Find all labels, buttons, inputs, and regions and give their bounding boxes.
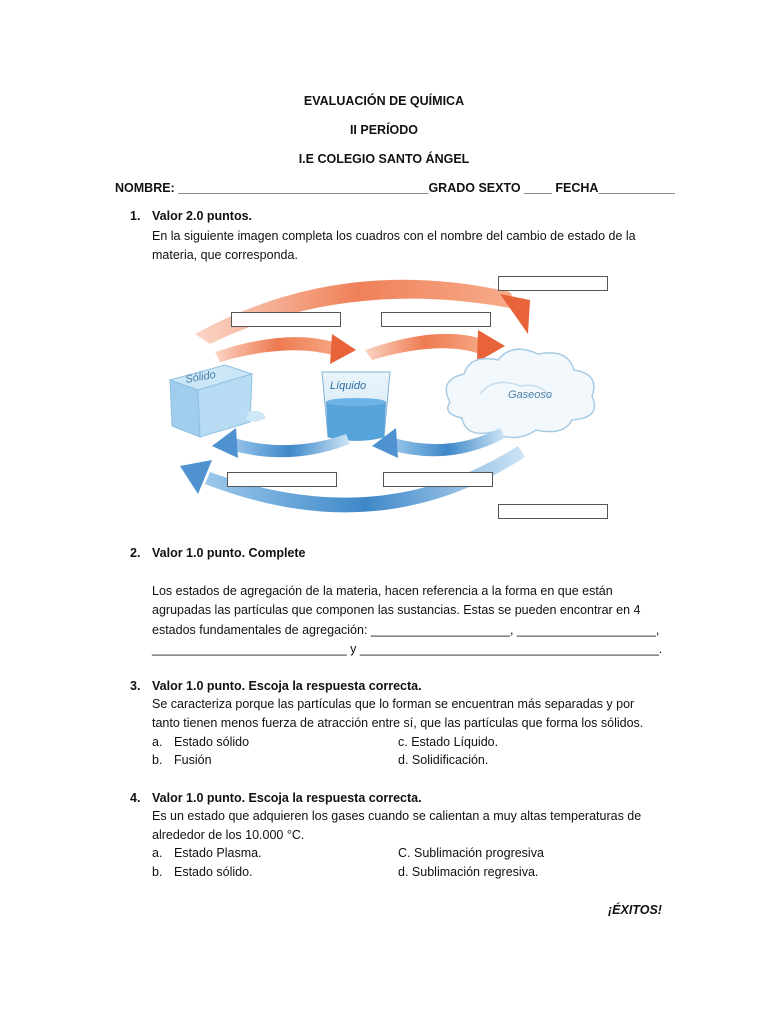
answer-box-solidification[interactable]	[227, 472, 337, 487]
name-line[interactable]: NOMBRE: ____________________________________GRADO SEXTO ____ FECHA___________	[115, 181, 675, 195]
answer-box-condensation[interactable]	[383, 472, 493, 487]
q3-option-d[interactable]: d. Solidificación.	[398, 753, 489, 767]
q4-option-c[interactable]: C. Sublimación progresiva	[398, 846, 544, 860]
q4-text-1: Es un estado que adquieren los gases cuando se calientan a muy altas temperaturas de	[152, 809, 642, 823]
q2-text-3[interactable]: estados fundamentales de agregación: ____________________, ____________________,	[152, 623, 660, 637]
q3-text-2: tanto tienen menos fuerza de atracción entre sí, que las partículas que forma los sólidos.	[152, 716, 644, 730]
gas-cloud	[446, 349, 594, 437]
q2-text-1: Los estados de agregación de la materia, hacen referencia a la forma en que están	[152, 584, 613, 598]
solid-ice-cube	[170, 365, 266, 437]
q4-number: 4.	[130, 791, 141, 805]
q2-text-2: agrupadas las partículas que componen las sustancias. Estas se pueden encontrar en 4	[152, 603, 641, 617]
q3-option-b-letter: b.	[152, 753, 163, 767]
q3-option-b[interactable]: Fusión	[174, 753, 212, 767]
fusion-arrow	[215, 334, 356, 364]
q4-option-b[interactable]: Estado sólido.	[174, 865, 253, 879]
q3-option-a-letter: a.	[152, 735, 163, 749]
doc-school: I.E COLEGIO SANTO ÁNGEL	[298, 152, 470, 166]
answer-box-fusion[interactable]	[231, 312, 341, 327]
solid-label: Sólido	[184, 368, 217, 386]
q3-option-a[interactable]: Estado sólido	[174, 735, 250, 749]
q4-value: Valor 1.0 punto. Escoja la respuesta correcta.	[152, 791, 422, 805]
q4-option-d[interactable]: d. Sublimación regresiva.	[398, 865, 539, 879]
q3-option-c[interactable]: c. Estado Líquido.	[398, 735, 499, 749]
closing-text: ¡ÉXITOS!	[608, 903, 662, 917]
q2-number: 2.	[130, 546, 141, 560]
answer-box-deposition[interactable]	[498, 504, 608, 519]
doc-title: EVALUACIÓN DE QUÍMICA	[303, 94, 465, 108]
q1-number: 1.	[130, 209, 141, 223]
q1-value: Valor 2.0 puntos.	[152, 209, 253, 223]
answer-box-sublimation[interactable]	[498, 276, 608, 291]
q1-text-1: En la siguiente imagen completa los cuadros con el nombre del cambio de estado de la	[152, 229, 636, 243]
q4-option-b-letter: b.	[152, 865, 163, 879]
q1-text-2: materia, que corresponda.	[152, 248, 298, 262]
q3-value: Valor 1.0 punto. Escoja la respuesta correcta.	[152, 679, 422, 693]
diagram-svg	[150, 262, 630, 527]
q3-text-1: Se caracteriza porque las partículas que lo forman se encuentran más separadas y por	[152, 697, 635, 711]
q4-option-a[interactable]: Estado Plasma.	[174, 846, 262, 860]
gas-label: Gaseoso	[508, 389, 553, 401]
answer-box-evaporation[interactable]	[381, 312, 491, 327]
q4-option-a-letter: a.	[152, 846, 163, 860]
doc-period: II PERÍODO	[349, 123, 419, 137]
liquid-glass	[322, 372, 390, 441]
liquid-label: Líquido	[330, 380, 367, 392]
q3-number: 3.	[130, 679, 141, 693]
state-change-diagram	[150, 262, 630, 527]
q2-text-4[interactable]: ____________________________ y ___________________________________________.	[152, 642, 663, 656]
q4-text-2: alrededor de los 10.000 °C.	[152, 828, 305, 842]
evaporation-arrow	[365, 330, 505, 362]
q2-value: Valor 1.0 punto. Complete	[152, 546, 306, 560]
